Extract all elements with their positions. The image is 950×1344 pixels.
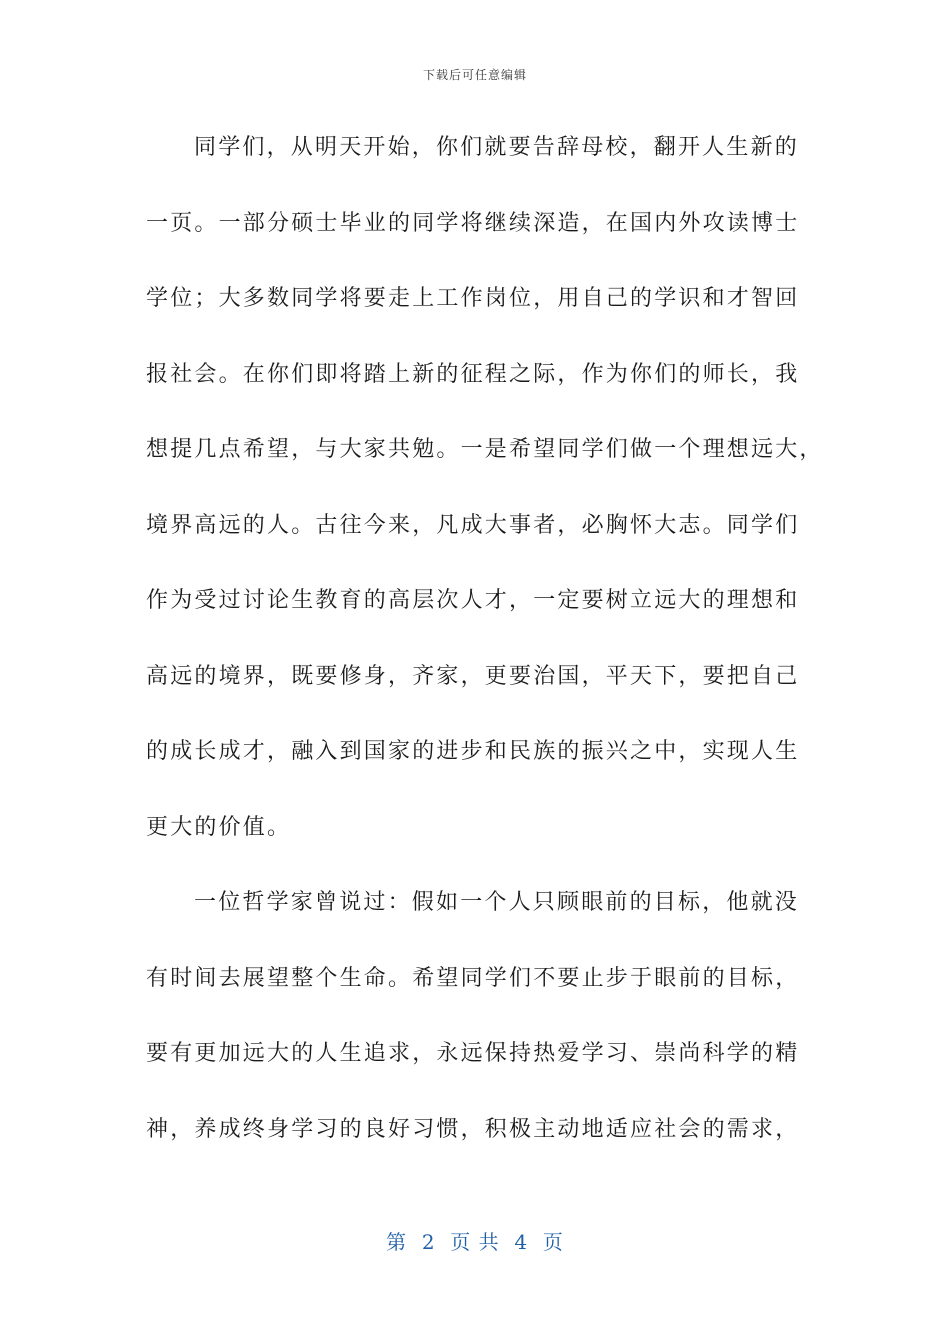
text-line: 学位；大多数同学将要走上工作岗位，用自己的学识和才智回 — [146, 286, 800, 311]
text-line: 有时间去展望整个生命。希望同学们不要止步于眼前的目标， — [146, 965, 800, 991]
text-line: 的成长成才，融入到国家的进步和民族的振兴之中，实现人生 — [146, 739, 800, 764]
text-line: 高远的境界，既要修身，齐家，更要治国，平天下，要把自己 — [146, 663, 800, 689]
text-line: 作为受过讨论生教育的高层次人才，一定要树立远大的理想和 — [146, 588, 800, 613]
text-line: 一页。一部分硕士毕业的同学将继续深造，在国内外攻读博士 — [146, 210, 800, 236]
text-line: 更大的价值。 — [146, 814, 292, 840]
text-line: 境界高远的人。古往今来，凡成大事者，必胸怀大志。同学们 — [146, 512, 800, 538]
text-line: 报社会。在你们即将踏上新的征程之际，作为你们的师长，我 — [146, 361, 800, 387]
page-number-footer: 第 2 页 共 4 页 — [386, 1230, 564, 1254]
text-line: 一位哲学家曾说过：假如一个人只顾眼前的目标，他就没 — [194, 890, 800, 915]
text-line: 要有更加远大的人生追求，永远保持热爱学习、崇尚科学的精 — [146, 1041, 800, 1066]
text-line: 同学们，从明天开始，你们就要告辞母校，翻开人生新的 — [194, 135, 800, 160]
document-body — [146, 110, 824, 1167]
text-line: 想提几点希望，与大家共勉。一是希望同学们做一个理想远大， — [146, 437, 824, 462]
page-header-note: 下载后可任意编辑 — [422, 68, 527, 82]
text-line: 神，养成终身学习的良好习惯，积极主动地适应社会的需求， — [146, 1116, 800, 1142]
